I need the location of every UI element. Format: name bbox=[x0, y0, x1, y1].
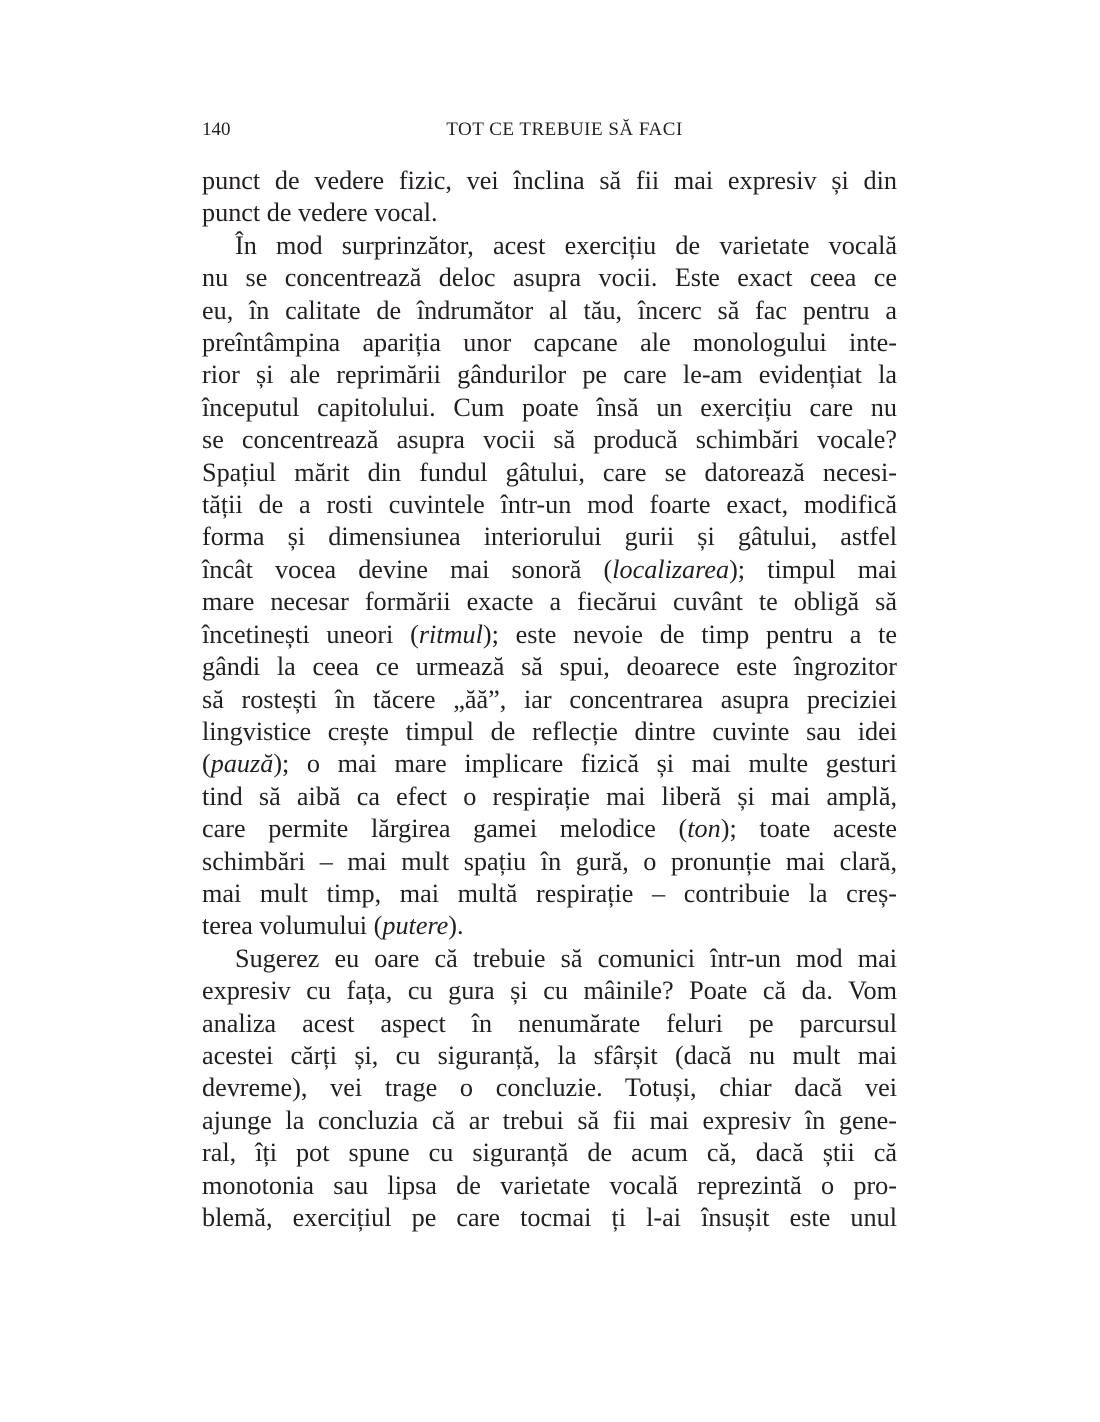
italic-term: pauză bbox=[210, 749, 274, 779]
text-run: preîntâmpina apariția unor capcane ale monologului inte- bbox=[202, 328, 897, 358]
text-line bbox=[202, 1105, 897, 1137]
text-run: să rostești în tăcere „ăă”, iar concentrarea asupra preciziei bbox=[202, 684, 897, 714]
text-run: În mod surprinzător, acest exercițiu de varietate vocală bbox=[235, 230, 897, 260]
text-line bbox=[202, 554, 897, 586]
text-run: ); o mai mare implicare fizică și mai multe gesturi bbox=[273, 749, 897, 779]
text-line bbox=[202, 684, 897, 716]
text-run: ajunge la concluzia că ar trebui să fii mai expresiv în gene- bbox=[202, 1105, 897, 1135]
text-line bbox=[202, 295, 897, 327]
text-line bbox=[202, 910, 897, 942]
text-line bbox=[202, 1137, 897, 1169]
text-run: lingvistice crește timpul de reflecție dintre cuvinte sau idei bbox=[202, 716, 897, 746]
running-header bbox=[202, 118, 897, 142]
text-line bbox=[202, 1008, 897, 1040]
text-run: forma și dimensiunea interiorului gurii și gâtului, astfel bbox=[202, 522, 897, 552]
text-run: expresiv cu fața, cu gura și cu mâinile? Poate că da. Vom bbox=[202, 976, 897, 1006]
italic-term: ton bbox=[687, 814, 721, 844]
text-run: punct de vedere vocal. bbox=[202, 198, 438, 228]
text-run: devreme), vei trage o concluzie. Totuși, chiar dacă vei bbox=[202, 1073, 897, 1103]
text-line bbox=[202, 943, 897, 975]
text-line bbox=[202, 1170, 897, 1202]
text-run: tind să aibă ca efect o respirație mai liberă și mai amplă, bbox=[202, 781, 897, 811]
text-run: ). bbox=[448, 911, 464, 941]
text-run: terea volumului ( bbox=[202, 911, 383, 941]
text-line bbox=[202, 781, 897, 813]
text-line bbox=[202, 1072, 897, 1104]
text-line bbox=[202, 846, 897, 878]
text-line bbox=[202, 359, 897, 391]
paragraph bbox=[202, 230, 897, 943]
text-line bbox=[202, 392, 897, 424]
body-text bbox=[202, 165, 897, 1234]
text-line bbox=[202, 230, 897, 262]
text-line bbox=[202, 651, 897, 683]
text-run: Spațiul mărit din fundul gâtului, care se datorează necesi- bbox=[202, 457, 897, 487]
text-run: care permite lărgirea gamei melodice ( bbox=[202, 814, 688, 844]
text-line bbox=[202, 165, 897, 197]
text-run: ); toate aceste bbox=[720, 814, 897, 844]
text-line bbox=[202, 813, 897, 845]
text-line bbox=[202, 424, 897, 456]
text-line bbox=[202, 878, 897, 910]
text-run: tății de a rosti cuvintele într-un mod foarte exact, modifică bbox=[202, 490, 897, 520]
italic-term: putere bbox=[382, 911, 449, 941]
text-line bbox=[202, 521, 897, 553]
text-line bbox=[202, 716, 897, 748]
page-number: 140 bbox=[202, 119, 231, 140]
paragraph bbox=[202, 943, 897, 1235]
text-run: blemă, exercițiul pe care tocmai ți l-ai însușit este unul bbox=[202, 1203, 897, 1232]
text-run: schimbări – mai mult spațiu în gură, o pronunție mai clară, bbox=[202, 846, 897, 876]
text-run: se concentrează asupra vocii să producă schimbări vocale? bbox=[202, 425, 897, 455]
text-run: ); este nevoie de timp pentru a te bbox=[482, 619, 898, 649]
text-run: punct de vedere fizic, vei înclina să fii mai expresiv și din bbox=[202, 166, 897, 195]
book-page bbox=[202, 0, 897, 1422]
text-line bbox=[202, 197, 897, 229]
italic-term: localizarea bbox=[612, 554, 730, 584]
text-run: eu, în calitate de îndrumător al tău, încerc să fac pentru a bbox=[202, 295, 897, 325]
text-line bbox=[202, 586, 897, 618]
text-line bbox=[202, 489, 897, 521]
text-run: ( bbox=[202, 749, 211, 779]
text-run: nu se concentrează deloc asupra vocii. Este exact ceea ce bbox=[202, 263, 897, 293]
text-run: mai mult timp, mai multă respirație – contribuie la creș- bbox=[202, 878, 897, 908]
text-line bbox=[202, 262, 897, 294]
text-line bbox=[202, 457, 897, 489]
text-run: analiza acest aspect în nenumărate feluri pe parcursul bbox=[202, 1008, 897, 1038]
text-run: începutul capitolului. Cum poate însă un exercițiu care nu bbox=[202, 392, 897, 422]
paragraph bbox=[202, 165, 897, 230]
text-run: încât vocea devine mai sonoră ( bbox=[202, 554, 613, 584]
text-line bbox=[202, 619, 897, 651]
text-run: Sugerez eu oare că trebuie să comunici într-un mod mai bbox=[235, 943, 897, 973]
text-line bbox=[202, 1202, 897, 1234]
text-line bbox=[202, 975, 897, 1007]
text-run: mare necesar formării exacte a fiecărui cuvânt te obligă să bbox=[202, 587, 897, 617]
text-line bbox=[202, 1040, 897, 1072]
text-line bbox=[202, 327, 897, 359]
text-run: acestei cărți și, cu siguranță, la sfârșit (dacă nu mult mai bbox=[202, 1040, 897, 1070]
text-run: gândi la ceea ce urmează să spui, deoarece este îngrozitor bbox=[202, 652, 897, 682]
text-run: monotonia sau lipsa de varietate vocală reprezintă o pro- bbox=[202, 1170, 897, 1200]
text-run: încetinești uneori ( bbox=[202, 619, 419, 649]
text-line bbox=[202, 748, 897, 780]
text-run: rior și ale reprimării gândurilor pe care le-am evidențiat la bbox=[202, 360, 897, 390]
running-title: TOT CE TREBUIE SĂ FACI bbox=[446, 119, 683, 140]
text-run: ); timpul mai bbox=[729, 554, 897, 584]
text-run: ral, îți pot spune cu siguranță de acum că, dacă știi că bbox=[202, 1138, 897, 1168]
italic-term: ritmul bbox=[418, 619, 483, 649]
